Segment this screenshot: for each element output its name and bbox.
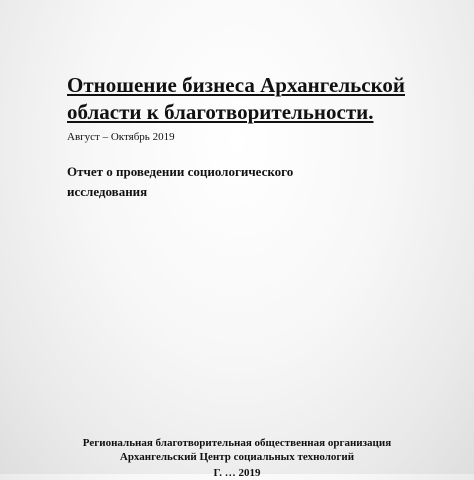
report-title-line-2: области к благотворительности. <box>67 100 374 124</box>
place-and-year: Г. … 2019 <box>213 467 261 479</box>
organization-line-1: Региональная благотворительная общественная организация <box>82 437 392 449</box>
report-subtitle-line-2: исследования <box>67 184 148 199</box>
organization-name <box>0 436 474 464</box>
report-subtitle <box>67 162 397 202</box>
report-period: Август – Октябрь 2019 <box>67 131 175 143</box>
report-subtitle-line-1: Отчет о проведении социологического <box>67 164 294 179</box>
report-title <box>67 72 447 126</box>
report-title-line-1: Отношение бизнеса Архангельской <box>67 73 405 97</box>
organization-line-2: Архангельский Центр социальных технологий <box>119 451 355 463</box>
